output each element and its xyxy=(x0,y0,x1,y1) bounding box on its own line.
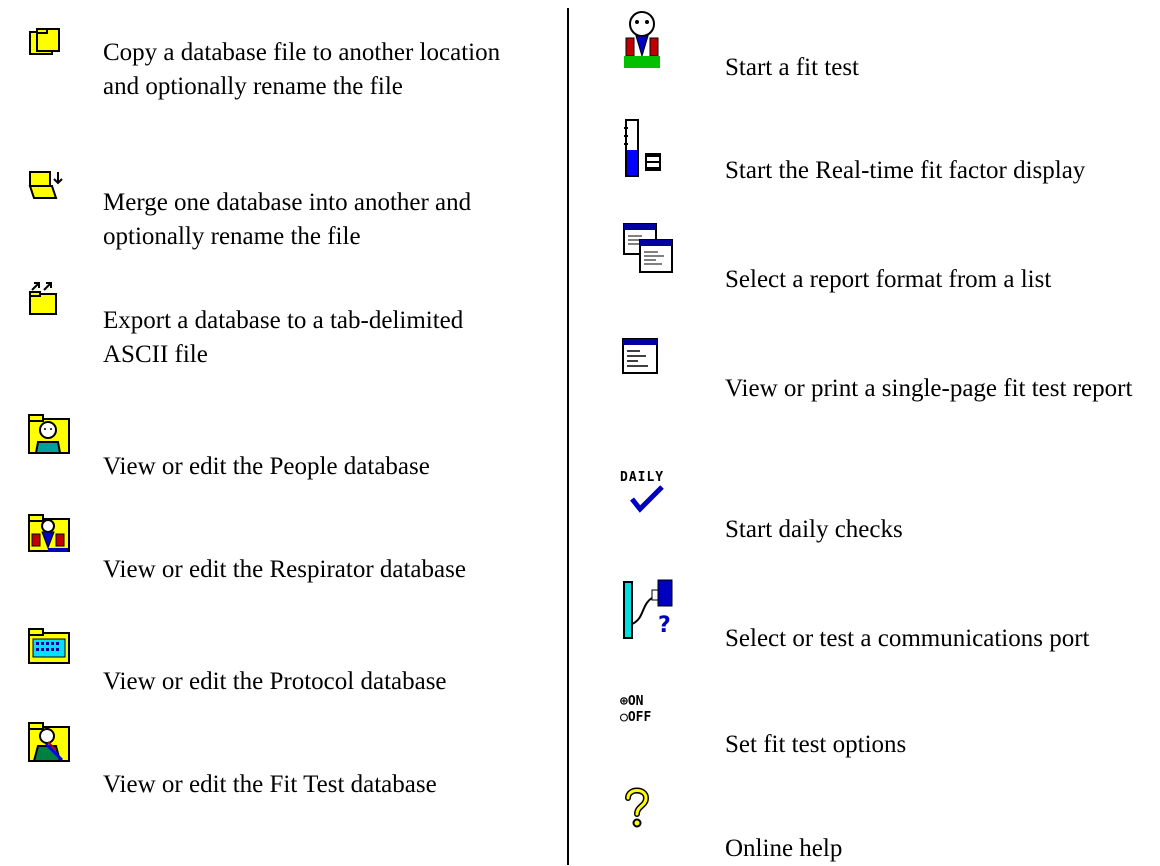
daily-label: DAILY xyxy=(620,470,665,485)
daily-checks-icon[interactable] xyxy=(620,470,680,530)
realtime-display-icon[interactable] xyxy=(622,118,662,158)
fit-test-database-text: View or edit the Fit Test database xyxy=(103,771,437,798)
single-page-report-icon[interactable] xyxy=(622,338,662,378)
respirator-database-text: View or edit the Respirator database xyxy=(103,556,466,583)
radio-unselected-icon: ○ xyxy=(620,710,628,725)
start-fit-test-icon[interactable] xyxy=(622,10,662,50)
merge-database-icon[interactable] xyxy=(28,170,68,210)
report-format-list-icon[interactable] xyxy=(622,222,662,262)
report-format-list-text: Select a report format from a list xyxy=(725,266,1052,293)
on-label: ON xyxy=(627,694,644,709)
online-help-text: Online help xyxy=(725,835,843,862)
option-on-row xyxy=(620,694,680,710)
question-mark-icon[interactable] xyxy=(622,786,662,826)
fit-test-database-icon[interactable] xyxy=(28,722,68,762)
realtime-display-text: Start the Real-time fit factor display xyxy=(725,157,1086,184)
column-divider xyxy=(567,8,569,865)
people-database-text: View or edit the People database xyxy=(103,453,430,480)
fit-test-options-text: Set fit test options xyxy=(725,731,907,758)
communications-port-icon[interactable] xyxy=(622,578,671,638)
off-label: OFF xyxy=(627,710,652,725)
svg-text:?: ? xyxy=(658,613,671,638)
copy-database-text: Copy a database file to another location and optionally rename the file xyxy=(103,39,501,100)
start-fit-test-text: Start a fit test xyxy=(725,54,859,81)
export-database-icon[interactable] xyxy=(28,280,68,320)
fit-test-options-icon[interactable] xyxy=(620,694,680,740)
daily-checks-text: Start daily checks xyxy=(725,516,903,543)
single-page-report-text: View or print a single-page fit test report xyxy=(725,375,1133,402)
merge-database-text: Merge one database into another and optionally rename the file xyxy=(103,189,472,250)
protocol-database-icon[interactable] xyxy=(28,628,68,668)
respirator-database-icon[interactable] xyxy=(28,514,68,554)
radio-selected-icon: ⊕ xyxy=(620,694,628,709)
export-database-text: Export a database to a tab-delimited ASCII file xyxy=(103,307,464,368)
copy-database-icon[interactable] xyxy=(28,28,68,68)
protocol-database-text: View or edit the Protocol database xyxy=(103,668,447,695)
option-off-row xyxy=(620,710,680,726)
people-database-icon[interactable] xyxy=(28,414,68,454)
communications-port-text: Select or test a communications port xyxy=(725,625,1090,652)
